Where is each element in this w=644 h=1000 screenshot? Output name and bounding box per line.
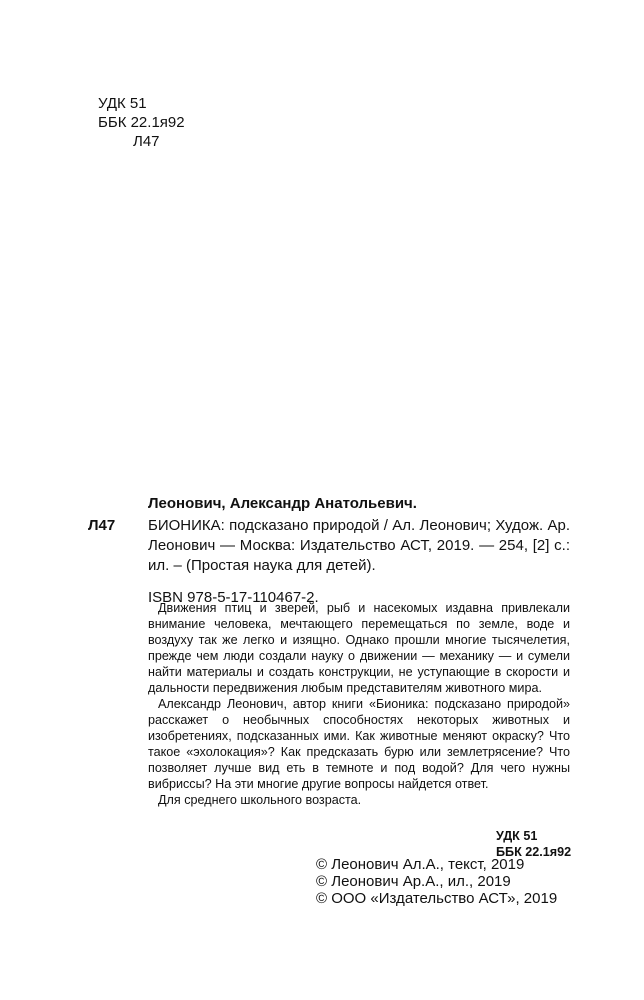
copyright-line-illustrations: © Леонович Ар.А., ил., 2019 [316, 873, 511, 890]
bottom-udk-code: УДК 51 [496, 829, 538, 843]
author-mark: Л47 [133, 133, 160, 150]
copyright-block [316, 856, 557, 907]
entry-author-mark: Л47 [88, 517, 116, 534]
udk-code: УДК 51 [98, 95, 147, 112]
annotation-paragraph-1: Движения птиц и зверей, рыб и насекомых издавна привлекали внимание человека, мечтающего перемещаться по земле, воде и воздуху так же легко и изящно. Однако прошли многие тысячелетия, прежде чем люди создали науку о движении — механику — и сумели найти материалы и создать конструкции, не уступающие в скорости и дальности передвижения любым представителям животного мира. [148, 601, 570, 695]
bibliographic-description: БИОНИКА: подсказано природой / Ал. Леонович; Худож. Ар. Леонович — Москва: Издательство АСТ, 2019. — 254, [2] с.: ил. – (Простая наука для детей). [148, 517, 570, 574]
author-heading: Леонович, Александр Анатольевич. [148, 495, 417, 512]
isbn: ISBN 978-5-17-110467-2. [148, 589, 319, 606]
audience-note: Для среднего школьного возраста. [158, 793, 362, 807]
bibliographic-entry [88, 494, 570, 608]
bbk-code: ББК 22.1я92 [98, 114, 185, 131]
top-classification-codes [98, 94, 185, 151]
annotation-paragraph-2: Александр Леонович, автор книги «Бионика: подсказано природой» расскажет о необычных способностях некоторых животных и изобретениях, подсказанных ими. Как животные меняют окраску? Что такое «эхолокация»? Как предсказать бурю или землетрясение? Что позволяет лучше вид еть в темноте и под водой? Для чего нужны вибриссы? На эти многие другие вопросы найдется ответ. [148, 697, 570, 791]
bottom-bbk-code: ББК 22.1я92 [496, 845, 572, 859]
description-row [88, 516, 570, 576]
annotation [148, 600, 570, 808]
copyright-line-text: © Леонович Ал.А., текст, 2019 [316, 856, 525, 873]
copyright-line-publisher: © ООО «Издательство АСТ», 2019 [316, 890, 558, 907]
